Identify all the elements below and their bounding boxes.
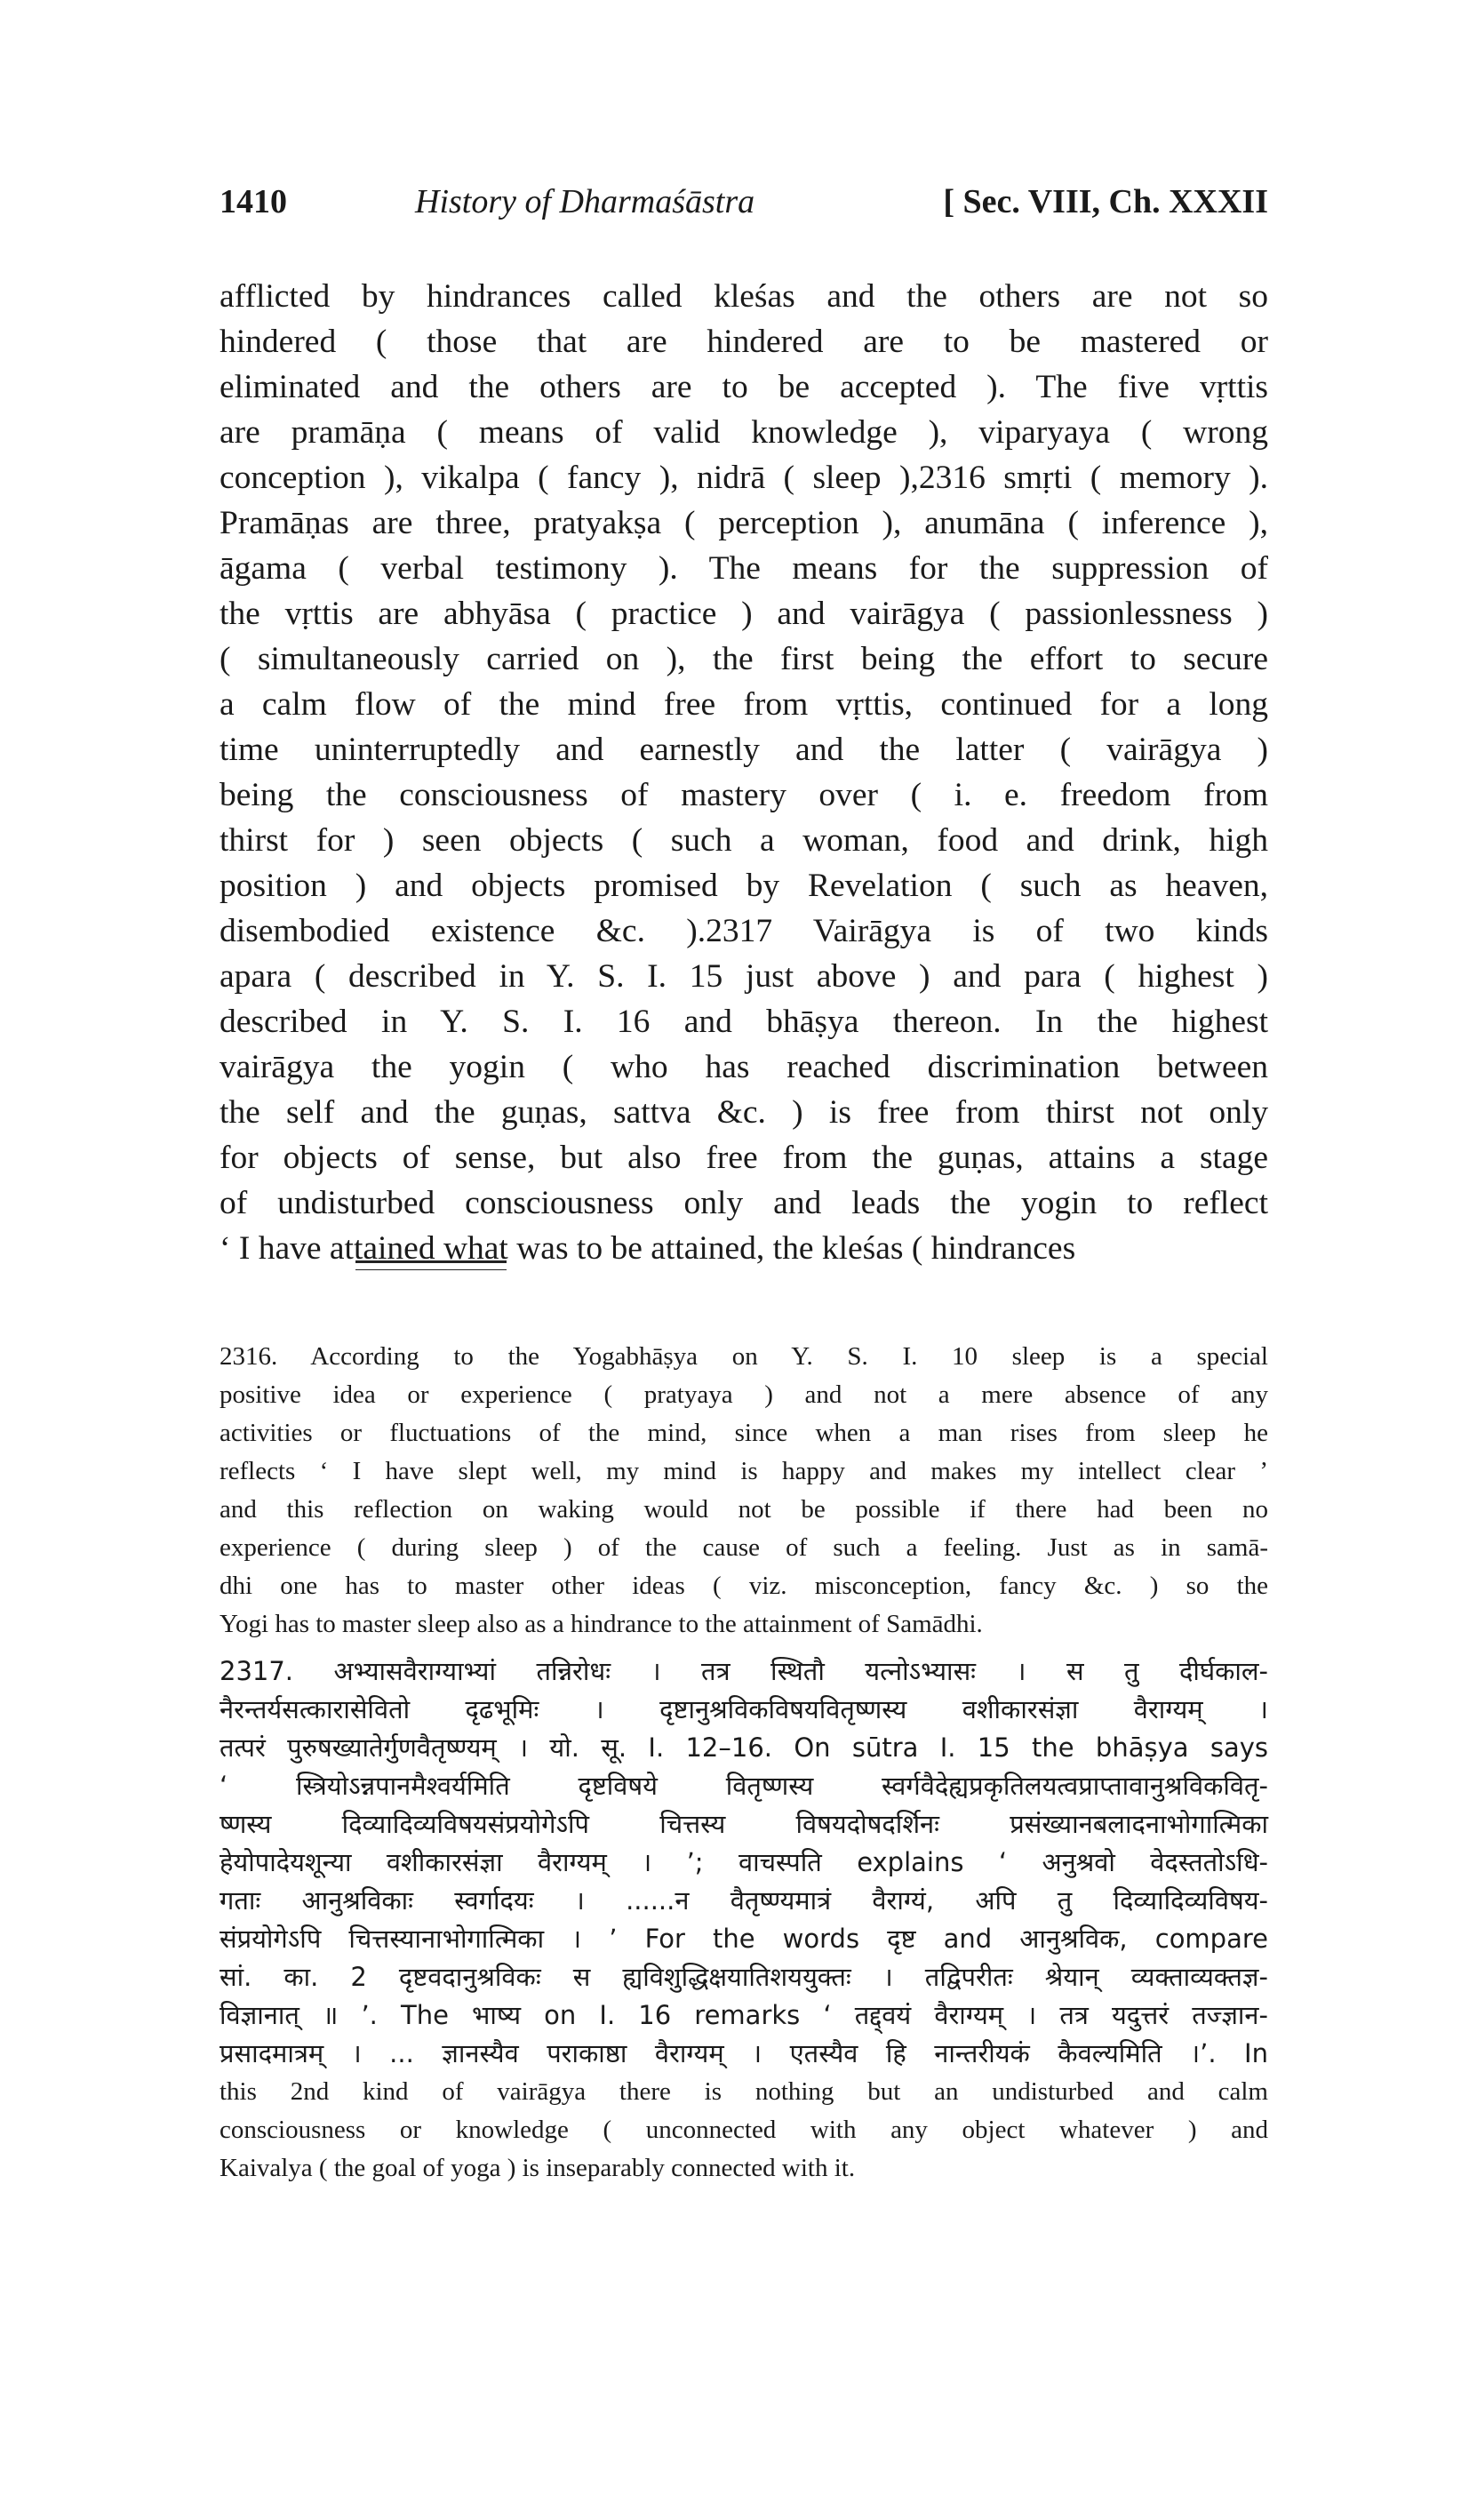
body-line: ‘ I have attained what was to be attained, the kleśas ( hindrances xyxy=(220,1230,1076,1267)
footnote-line: 2316. According to the Yogabhāṣya on Y. S. I. 10 sleep is a special xyxy=(220,1342,1268,1371)
body-line: the self and the guṇas, sattva &c. ) is free from thirst not only xyxy=(220,1094,1268,1131)
book-title: History of Dharmaśāstra xyxy=(415,183,755,220)
section-reference: [ Sec. VIII, Ch. XXXII xyxy=(943,183,1268,220)
body-line: for objects of sense, but also free from the guṇas, attains a stage xyxy=(220,1140,1268,1176)
footnote-line: activities or fluctuations of the mind, since when a man rises from sleep he xyxy=(220,1419,1268,1447)
page-header xyxy=(220,182,1268,236)
footnote-line: consciousness or knowledge ( unconnected with any object whatever ) and xyxy=(220,2116,1268,2144)
body-line: hindered ( those that are hindered are to be mastered or xyxy=(220,324,1268,360)
body-line: apara ( described in Y. S. I. 15 just above ) and para ( highest ) xyxy=(220,958,1268,995)
body-line: being the consciousness of mastery over ( i. e. freedom from xyxy=(220,777,1268,813)
footnote-line: this 2nd kind of vairāgya there is nothing but an undisturbed and calm xyxy=(220,2077,1268,2106)
footnote-line: positive idea or experience ( pratyaya ) and not a mere absence of any xyxy=(220,1380,1268,1409)
body-line: thirst for ) seen objects ( such a woman, food and drink, high xyxy=(220,822,1268,859)
footnote-line: नैरन्तर्यसत्कारासेवितो दृढभूमिः । दृष्टानुश्रविकविषयवितृष्णस्य वशीकारसंज्ञा वैराग्यम् । xyxy=(220,1694,1268,1724)
footnote-line: हेयोपादेयशून्या वशीकारसंज्ञा वैराग्यम् । ’; वाचस्पति explains ‘ अनुश्रवो वेदस्ततोऽधि- xyxy=(220,1847,1268,1877)
footnote-line: Yogi has to master sleep also as a hindrance to the attainment of Samādhi. xyxy=(220,1610,983,1638)
footnote-line: reflects ‘ I have slept well, my mind is happy and makes my intellect clear ’ xyxy=(220,1457,1268,1485)
body-line: are pramāṇa ( means of valid knowledge ), viparyaya ( wrong xyxy=(220,414,1268,451)
main-text xyxy=(220,274,1268,1271)
page-number: 1410 xyxy=(220,183,287,220)
footnote-line: 2317. अभ्यासवैराग्याभ्यां तन्निरोधः । तत्र स्थितौ यत्नोऽभ्यासः । स तु दीर्घकाल- xyxy=(220,1656,1268,1686)
footnote-divider xyxy=(355,1269,507,1270)
footnote-line: and this reflection on waking would not be possible if there had been no xyxy=(220,1495,1268,1524)
body-line: the vṛttis are abhyāsa ( practice ) and vairāgya ( passionlessness ) xyxy=(220,596,1268,632)
footnote-line: गताः आनुश्रविकाः स्वर्गादयः । ......न वैतृष्ण्यमात्रं वैराग्यं, अपि तु दिव्यादिव्यविषय- xyxy=(220,1885,1268,1916)
footnote-line: ‘ स्त्रियोऽन्नपानमैश्वर्यमिति दृष्टविषये वितृष्णस्य स्वर्गवैदेह्यप्रकृतिलयत्वप्राप्तावानुश्रविकवितृ- xyxy=(220,1771,1268,1801)
body-line: time uninterruptedly and earnestly and the latter ( vairāgya ) xyxy=(220,732,1268,768)
footnote-line: Kaivalya ( the goal of yoga ) is inseparably connected with it. xyxy=(220,2154,856,2182)
body-line: afflicted by hindrances called kleśas and the others are not so xyxy=(220,278,1268,315)
footnote-2316 xyxy=(220,1338,1268,1644)
footnotes xyxy=(220,1338,1268,2188)
body-line: disembodied existence &c. ).2317 Vairāgya is of two kinds xyxy=(220,913,1268,949)
body-line: of undisturbed consciousness only and leads the yogin to reflect xyxy=(220,1185,1268,1221)
footnote-line: सां. का. 2 दृष्टवदानुश्रविकः स ह्यविशुद्धिक्षयातिशययुक्तः । तद्विपरीतः श्रेयान् व्यक्ताव्यक्तज्ञ- xyxy=(220,1962,1268,1992)
footnote-line: संप्रयोगेऽपि चित्तस्यानाभोगात्मिका । ’ For the words दृष्ट and आनुश्रविक, compare xyxy=(220,1924,1268,1954)
body-line: āgama ( verbal testimony ). The means for the suppression of xyxy=(220,550,1268,587)
footnote-line: तत्परं पुरुषख्यातेर्गुणवैतृष्ण्यम् । यो. सू. I. 12–16. On sūtra I. 15 the bhāṣya says xyxy=(220,1732,1268,1763)
body-line: Pramāṇas are three, pratyakṣa ( perception ), anumāna ( inference ), xyxy=(220,505,1268,541)
footnote-line: ष्णस्य दिव्यादिव्यविषयसंप्रयोगेऽपि चित्तस्य विषयदोषदर्शिनः प्रसंख्यानबलादनाभोगात्मिका xyxy=(220,1809,1268,1839)
footnote-line: प्रसादमात्रम् । ... ज्ञानस्यैव पराकाष्ठा वैराग्यम् । एतस्यैव हि नान्तरीयकं कैवल्यमिति ।’. In xyxy=(220,2038,1268,2068)
body-line: described in Y. S. I. 16 and bhāṣya thereon. In the highest xyxy=(220,1004,1268,1040)
body-line: eliminated and the others are to be accepted ). The five vṛttis xyxy=(220,369,1268,405)
footnote-line: विज्ञानात् ॥ ’. The भाष्य on I. 16 remarks ‘ तद्द्वयं वैराग्यम् । तत्र यदुत्तरं तज्ज्ञान- xyxy=(220,2000,1268,2030)
footnote-line: dhi one has to master other ideas ( viz. misconception, fancy &c. ) so the xyxy=(220,1572,1268,1600)
body-line: a calm flow of the mind free from vṛttis, continued for a long xyxy=(220,686,1268,723)
footnote-2317 xyxy=(220,1652,1268,2188)
body-line: position ) and objects promised by Revelation ( such as heaven, xyxy=(220,868,1268,904)
body-line: conception ), vikalpa ( fancy ), nidrā ( sleep ),2316 smṛti ( memory ). xyxy=(220,460,1268,496)
footnote-divider xyxy=(355,1260,507,1263)
body-line: ( simultaneously carried on ), the first being the effort to secure xyxy=(220,641,1268,677)
footnote-line: experience ( during sleep ) of the cause of such a feeling. Just as in samā- xyxy=(220,1533,1268,1562)
body-line: vairāgya the yogin ( who has reached discrimination between xyxy=(220,1049,1268,1085)
